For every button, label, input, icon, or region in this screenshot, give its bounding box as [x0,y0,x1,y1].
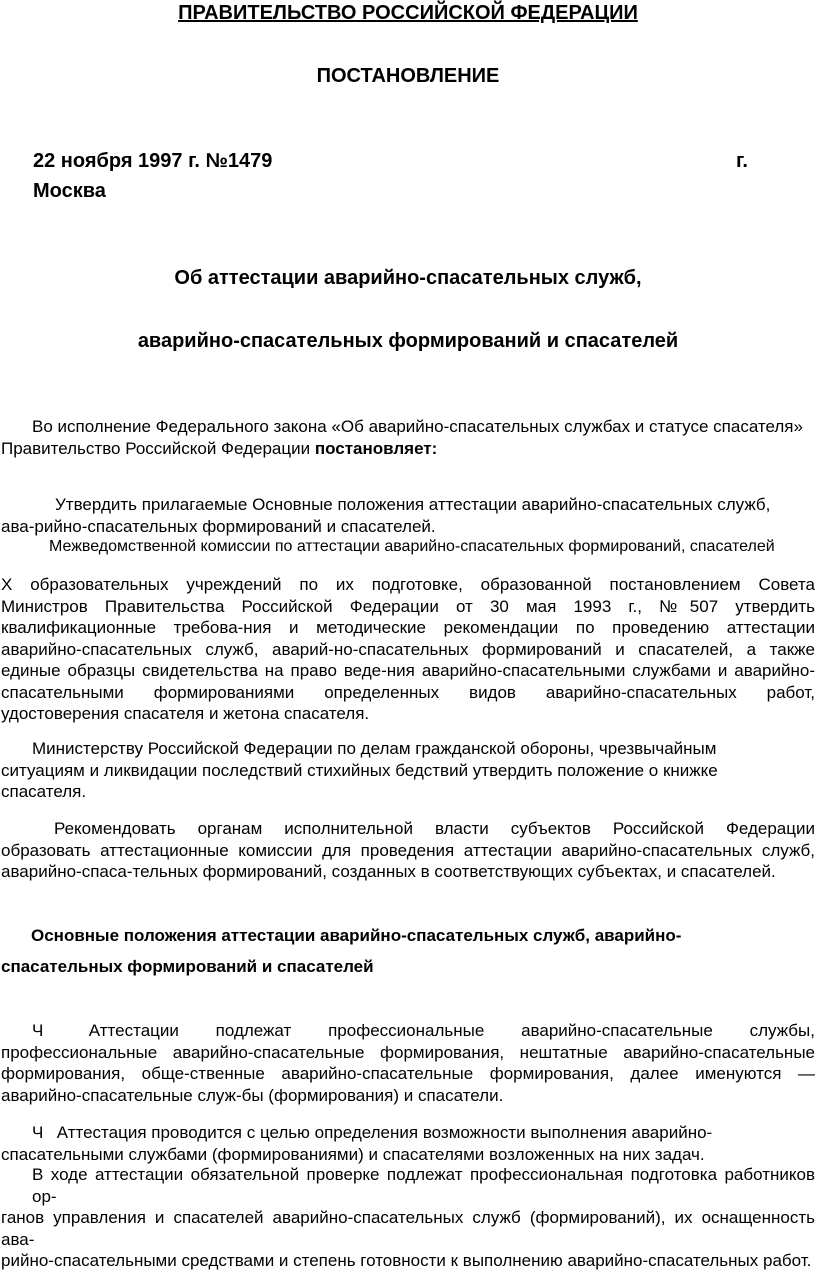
item-2-line-1: Межведомственной комиссии по аттестации аварийно-спасательных формирований, спасателей [49,538,775,555]
preamble-paragraph [1,416,815,459]
section-paragraph-2 [1,1122,815,1165]
item-1-paragraph [1,494,815,537]
date-and-number: 22 ноября 1997 г. №1479 [33,150,273,172]
section-paragraph-1-text: Аттестации подлежат профессиональные аварийно-спасательные службы, [88,1021,815,1040]
item-3-line: единые образцы свидетельства на право веде-ния аварийно-спасательными службами и аварийно- [1,661,815,680]
organization-heading: ПРАВИТЕЛЬСТВО РОССИЙСКОЙ ФЕДЕРАЦИИ [178,2,638,24]
item-5-paragraph [1,818,815,883]
section-paragraph-3-line: ганов управления и спасателей аварийно-спасательных служб (формирований), их оснащенность ава- [1,1208,815,1249]
item-3-line: аварийно-спасательных служб, аварий-но-спасательных формирований и спасателей, а также [1,639,815,659]
section-heading [1,920,731,982]
preamble-text: Правительство Российской Федерации [1,438,315,458]
city-prefix: г. [736,150,748,172]
preamble-line-1: Во исполнение Федерального закона «Об аварийно-спасательных службах и статусе спасателя» [32,417,803,436]
item-1-line-2: ава-рийно-спасательных формирований и спасателей. [1,516,436,536]
section-paragraph-2-line-2: спасательными службами (формированиями) и спасателями возложенных на них задач. [1,1144,705,1164]
item-3-paragraph [1,574,815,725]
section-paragraph-1-line: профессиональные аварийно-спасательные формирования, нештатные аварийно-спасательные [1,1042,815,1062]
item-1-line-1: Утвердить прилагаемые Основные положения аттестации аварийно-спасательных служб, [55,495,771,514]
item-3-line: спасательными формированиями определенных видов аварийно-спасательных работ, [1,682,815,702]
preamble-resolves: постановляет: [314,438,438,458]
item-5-line: Рекомендовать органам исполнительной власти субъектов Российской Федерации [54,819,815,838]
item-4-line: ситуациям и ликвидации последствий стихийных бедствий утвердить положение о книжке [1,760,718,780]
section-paragraph-2-text: Аттестация проводится с целью определения возможности выполнения аварийно- [56,1123,713,1142]
item-5-line: образовать аттестационные комиссии для проведения аттестации аварийно-спасательных служб, [1,840,815,860]
section-paragraph-3-line: рийно-спасательными средствами и степень готовности к выполнению аварийно-спасательных работ. [1,1251,812,1270]
item-4-line: Министерству Российской Федерации по делам гражданской обороны, чрезвычайным [32,739,717,758]
document-type-heading: ПОСТАНОВЛЕНИЕ [316,65,500,87]
section-paragraph-3-line: В ходе аттестации обязательной проверке подлежат профессиональная подготовка работников ор- [32,1165,815,1206]
item-4-paragraph [1,738,815,803]
item-4-line: спасателя. [1,782,87,801]
section-paragraph-2-line-1 [1,1122,815,1144]
section-paragraph-1-line-1 [1,1020,815,1042]
section-paragraph-1-line: формирования, обще-ственные аварийно-спасательные формирования, далее именуются — [1,1064,815,1083]
document-title-line-1: Об аттестации аварийно-спасательных служб, [174,267,642,289]
document-title-line-2: аварийно-спасательных формирований и спасателей [137,330,679,352]
preamble-line-2 [1,438,815,460]
section-paragraph-1 [1,1020,815,1106]
item-3-line: Х образовательных учреждений по их подготовке, образованной постановлением Совета [1,575,815,594]
paragraph-marker: Ч [32,1021,44,1040]
section-paragraph-1-line: аварийно-спасательные служ-бы (формирования) и спасатели. [1,1085,504,1105]
item-3-line: Министров Правительства Российской Федерации от 30 мая 1993 г., №507 утвердить [1,596,815,616]
paragraph-marker: Ч [32,1123,44,1142]
section-heading-line-2: спасательных формирований и спасателей [1,957,374,976]
section-paragraph-3 [1,1164,815,1272]
item-5-line: аварийно-спаса-тельных формирований, созданных в соответствующих субъектах, и спасателей. [1,862,776,881]
item-3-line: удостоверения спасателя и жетона спасателя. [1,704,370,723]
section-heading-line-1: Основные положения аттестации аварийно-спасательных служб, аварийно- [31,926,682,945]
city-name: Москва [33,180,106,202]
item-3-line: квалификационные требова-ния и методические рекомендации по проведению аттестации [1,618,815,637]
